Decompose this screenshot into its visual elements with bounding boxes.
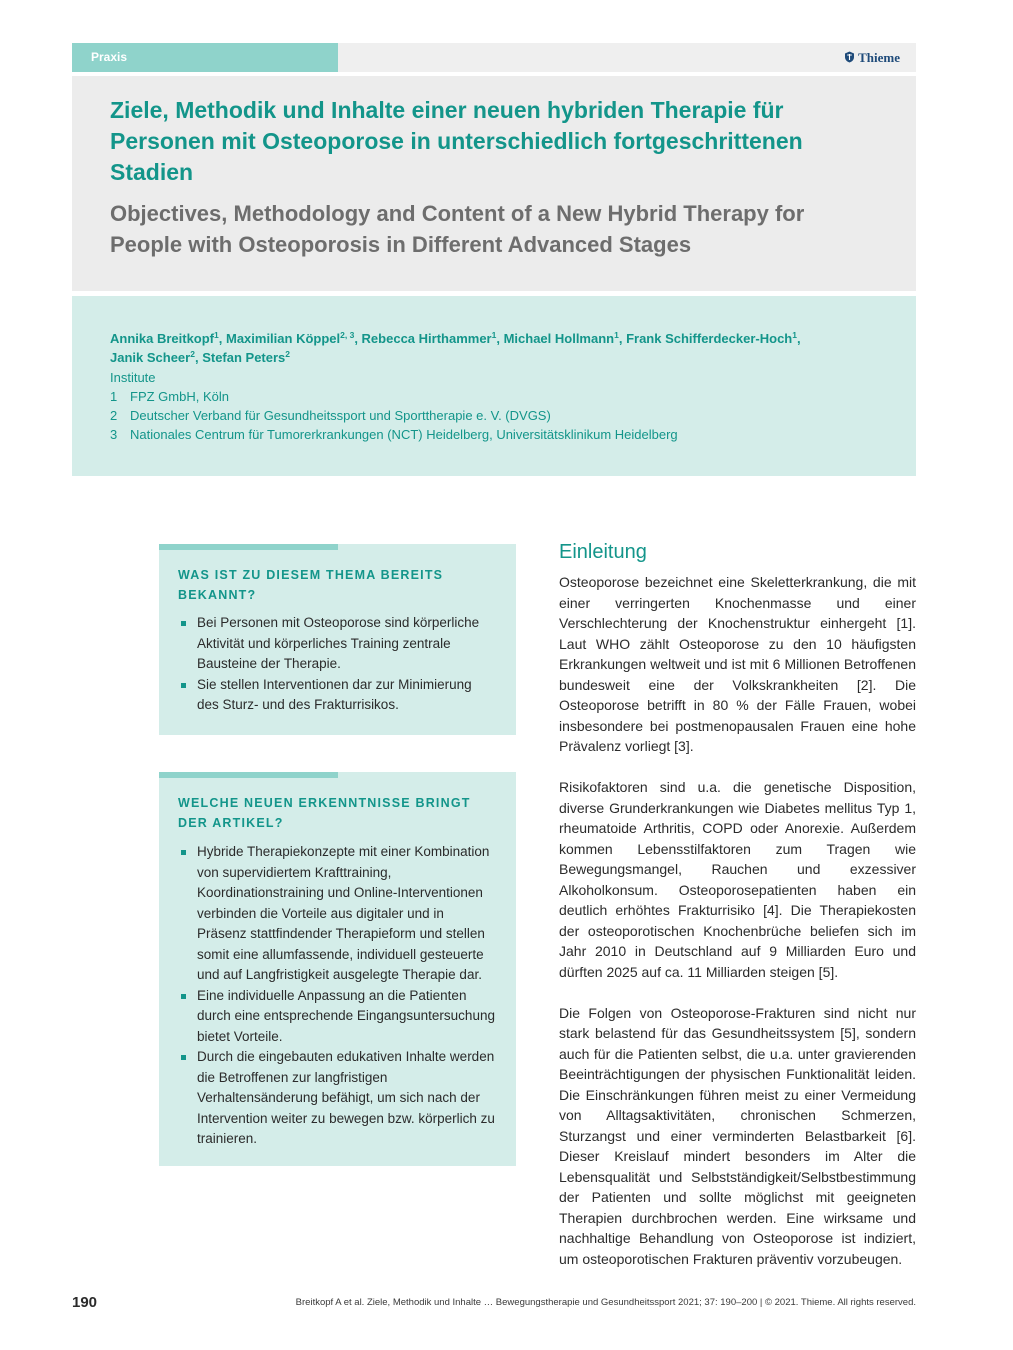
known-facts-list	[179, 613, 497, 716]
institute-name: Nationales Centrum für Tumorerkrankungen (NCT) Heidelberg, Universitätsklinikum Heidelberg	[130, 427, 678, 442]
institute-item	[110, 425, 678, 444]
institute-number: 1	[110, 389, 118, 404]
author-name: Rebecca Hirthammer	[361, 331, 492, 346]
institutes-heading: Institute	[110, 370, 156, 385]
introduction-section	[559, 539, 916, 1290]
body-paragraph: Risikofaktoren sind u.a. die genetische Disposition, diverse Grunderkrankungen wie Diabetes mellitus Typ 1, rheumatoide Arthritis, COPD oder Anorexie. Außerdem kommen Lebensstilfaktoren zum Tragen wie Bewegungsmangel, Rauchen und exzessiver Alkoholkonsum. Osteoporosepatienten haben ein deutlich erhöhtes Frakturrisiko [4]. Die Therapiekosten der osteoporotischen Knochenbrüche beliefen sich im Jahr 2010 in Deutschland auf 9 Milliarden Euro und dürften 2025 auf ca. 11 Milliarden steigen [5].	[559, 779, 916, 980]
author-affiliation: 1	[491, 330, 497, 340]
institute-item	[110, 406, 678, 425]
bullet-item: Sie stellen Interventionen dar zur Minimierung des Sturz- und des Frakturrisikos.	[179, 675, 497, 716]
introduction-heading: Einleitung	[559, 541, 647, 563]
top-bar	[72, 43, 916, 72]
author-affiliation: 1	[792, 330, 797, 340]
title-block	[72, 76, 916, 291]
bullet-item: Eine individuelle Anpassung an die Patienten durch eine entsprechende Eingangsuntersuchung bietet Vorteile.	[179, 986, 497, 1048]
article-title-german: Ziele, Methodik und Inhalte einer neuen hybriden Therapie für Personen mit Osteoporose in unterschiedlich fortgeschrittenen Stadien	[110, 97, 803, 185]
institute-name: FPZ GmbH, Köln	[130, 389, 229, 404]
author-name: Maximilian Köppel	[225, 331, 341, 346]
institute-number: 3	[110, 427, 118, 442]
thieme-logo-icon	[844, 51, 855, 63]
publisher-brand	[844, 43, 900, 72]
publisher-name: Thieme	[858, 50, 900, 65]
footer-citation: Breitkopf A et al. Ziele, Methodik und Inhalte … Bewegungstherapie und Gesundheitssport 2021; 37: 190–200 | © 2021. Thieme. All rights reserved.	[295, 1297, 916, 1308]
author-affiliation: 1	[614, 330, 619, 340]
new-findings-list	[179, 842, 497, 1150]
box-accent-bar	[159, 544, 338, 550]
body-paragraph: Osteoporose bezeichnet eine Skeletterkrankung, die mit einer verringerten Knochenmasse und einer Verschlechterung der Knochenstruktur einhergeht [1]. Laut WHO zählt Osteoporose zu den 10 häufigsten Erkrankungen weltweit und ist mit 6 Millionen Betroffenen bundesweit eine der Volkskrankheiten [2]. Die Osteoporose betrifft in 80 % der Fälle Frauen, wobei insbesondere bei postmenopausalen Frauen eine hohe Prävalenz vorliegt [3].	[559, 574, 916, 754]
author-name: Janik Scheer	[110, 350, 191, 365]
institute-list	[110, 387, 678, 444]
body-paragraph: Die Folgen von Osteoporose-Frakturen sind nicht nur stark belastend für das Gesundheitssystem [5], sondern auch für die Patienten selbst, die u.a. unter gravierenden Beeinträchtigungen der physischen Funktionalität leiden. Die Einschränkungen führen meist zu einer Vermeidung von Alltagsaktivitäten, chronischen Schmerzen, Sturzangst und einer verminderten Belastbarkeit [6]. Dieser Kreislauf mindert besonders im Alter die Lebensqualität und Selbstständigkeit/Selbstbestimmung der Patienten und sollte möglichst mit geeigneten Therapien durchbrochen werden. Eine wirksame und nachhaltige Behandlung von Osteoporose ist indiziert, um osteoporotischen Frakturen präventiv vorzubeugen.	[559, 1004, 916, 1267]
author-name: Stefan Peters	[202, 350, 286, 365]
bullet-item: Durch die eingebauten edukativen Inhalte werden die Betroffenen zur langfristigen Verhaltensänderung befähigt, um sich nach der Intervention weiter zu bewegen bzw. körperlich zu trainieren.	[179, 1047, 497, 1150]
author-name: Annika Breitkopf	[110, 331, 215, 346]
new-findings-box	[159, 772, 516, 1166]
bullet-item: Bei Personen mit Osteoporose sind körperliche Aktivität und körperliches Training zentrale Bausteine der Therapie.	[179, 613, 497, 675]
known-facts-heading: WAS IST ZU DIESEM THEMA BEREITS BEKANNT?	[178, 568, 444, 602]
institute-item	[110, 387, 678, 406]
introduction-body	[559, 572, 916, 1269]
author-list: Annika Breitkopf$^1$, Maximilian Köppel$^{2, 3}$, Rebecca Hirthammer$^1$, Michael Hollmann$^1$, Frank Schifferdecker-Hoch$^1$, Janik Scheer$^2$, Stefan Peters$^2$	[110, 330, 801, 365]
page-number: 190	[72, 1294, 98, 1311]
institute-number: 2	[110, 408, 118, 423]
bullet-item: Hybride Therapiekonzepte mit einer Kombination von supervidiertem Krafttraining, Koordinationstraining und Online-Interventionen verbinden die Vorteile aus digitaler und in Präsenz stattfindender Therapieform und stellen somit eine allumfassende, individuell gesteuerte und auf Langfristigkeit ausgelegte Therapie dar.	[179, 842, 497, 986]
article-title-english: Objectives, Methodology and Content of a New Hybrid Therapy for People with Osteoporosis in Different Advanced Stages	[110, 201, 805, 257]
author-name: Frank Schifferdecker-Hoch	[626, 331, 793, 346]
author-name: Michael Hollmann	[503, 331, 615, 346]
section-label: Praxis	[72, 43, 338, 72]
author-affiliation: 1	[214, 330, 219, 340]
institute-name: Deutscher Verband für Gesundheitssport und Sporttherapie e. V. (DVGS)	[130, 408, 551, 423]
author-affiliation: 2	[190, 349, 195, 359]
author-affiliation: 2, 3	[340, 330, 355, 340]
new-findings-heading: WELCHE NEUEN ERKENNTNISSE BRINGT DER ARTIKEL?	[178, 796, 471, 830]
box-accent-bar	[159, 772, 338, 778]
author-affiliation: 2	[285, 349, 291, 359]
author-block	[72, 296, 916, 476]
known-facts-box	[159, 544, 516, 735]
